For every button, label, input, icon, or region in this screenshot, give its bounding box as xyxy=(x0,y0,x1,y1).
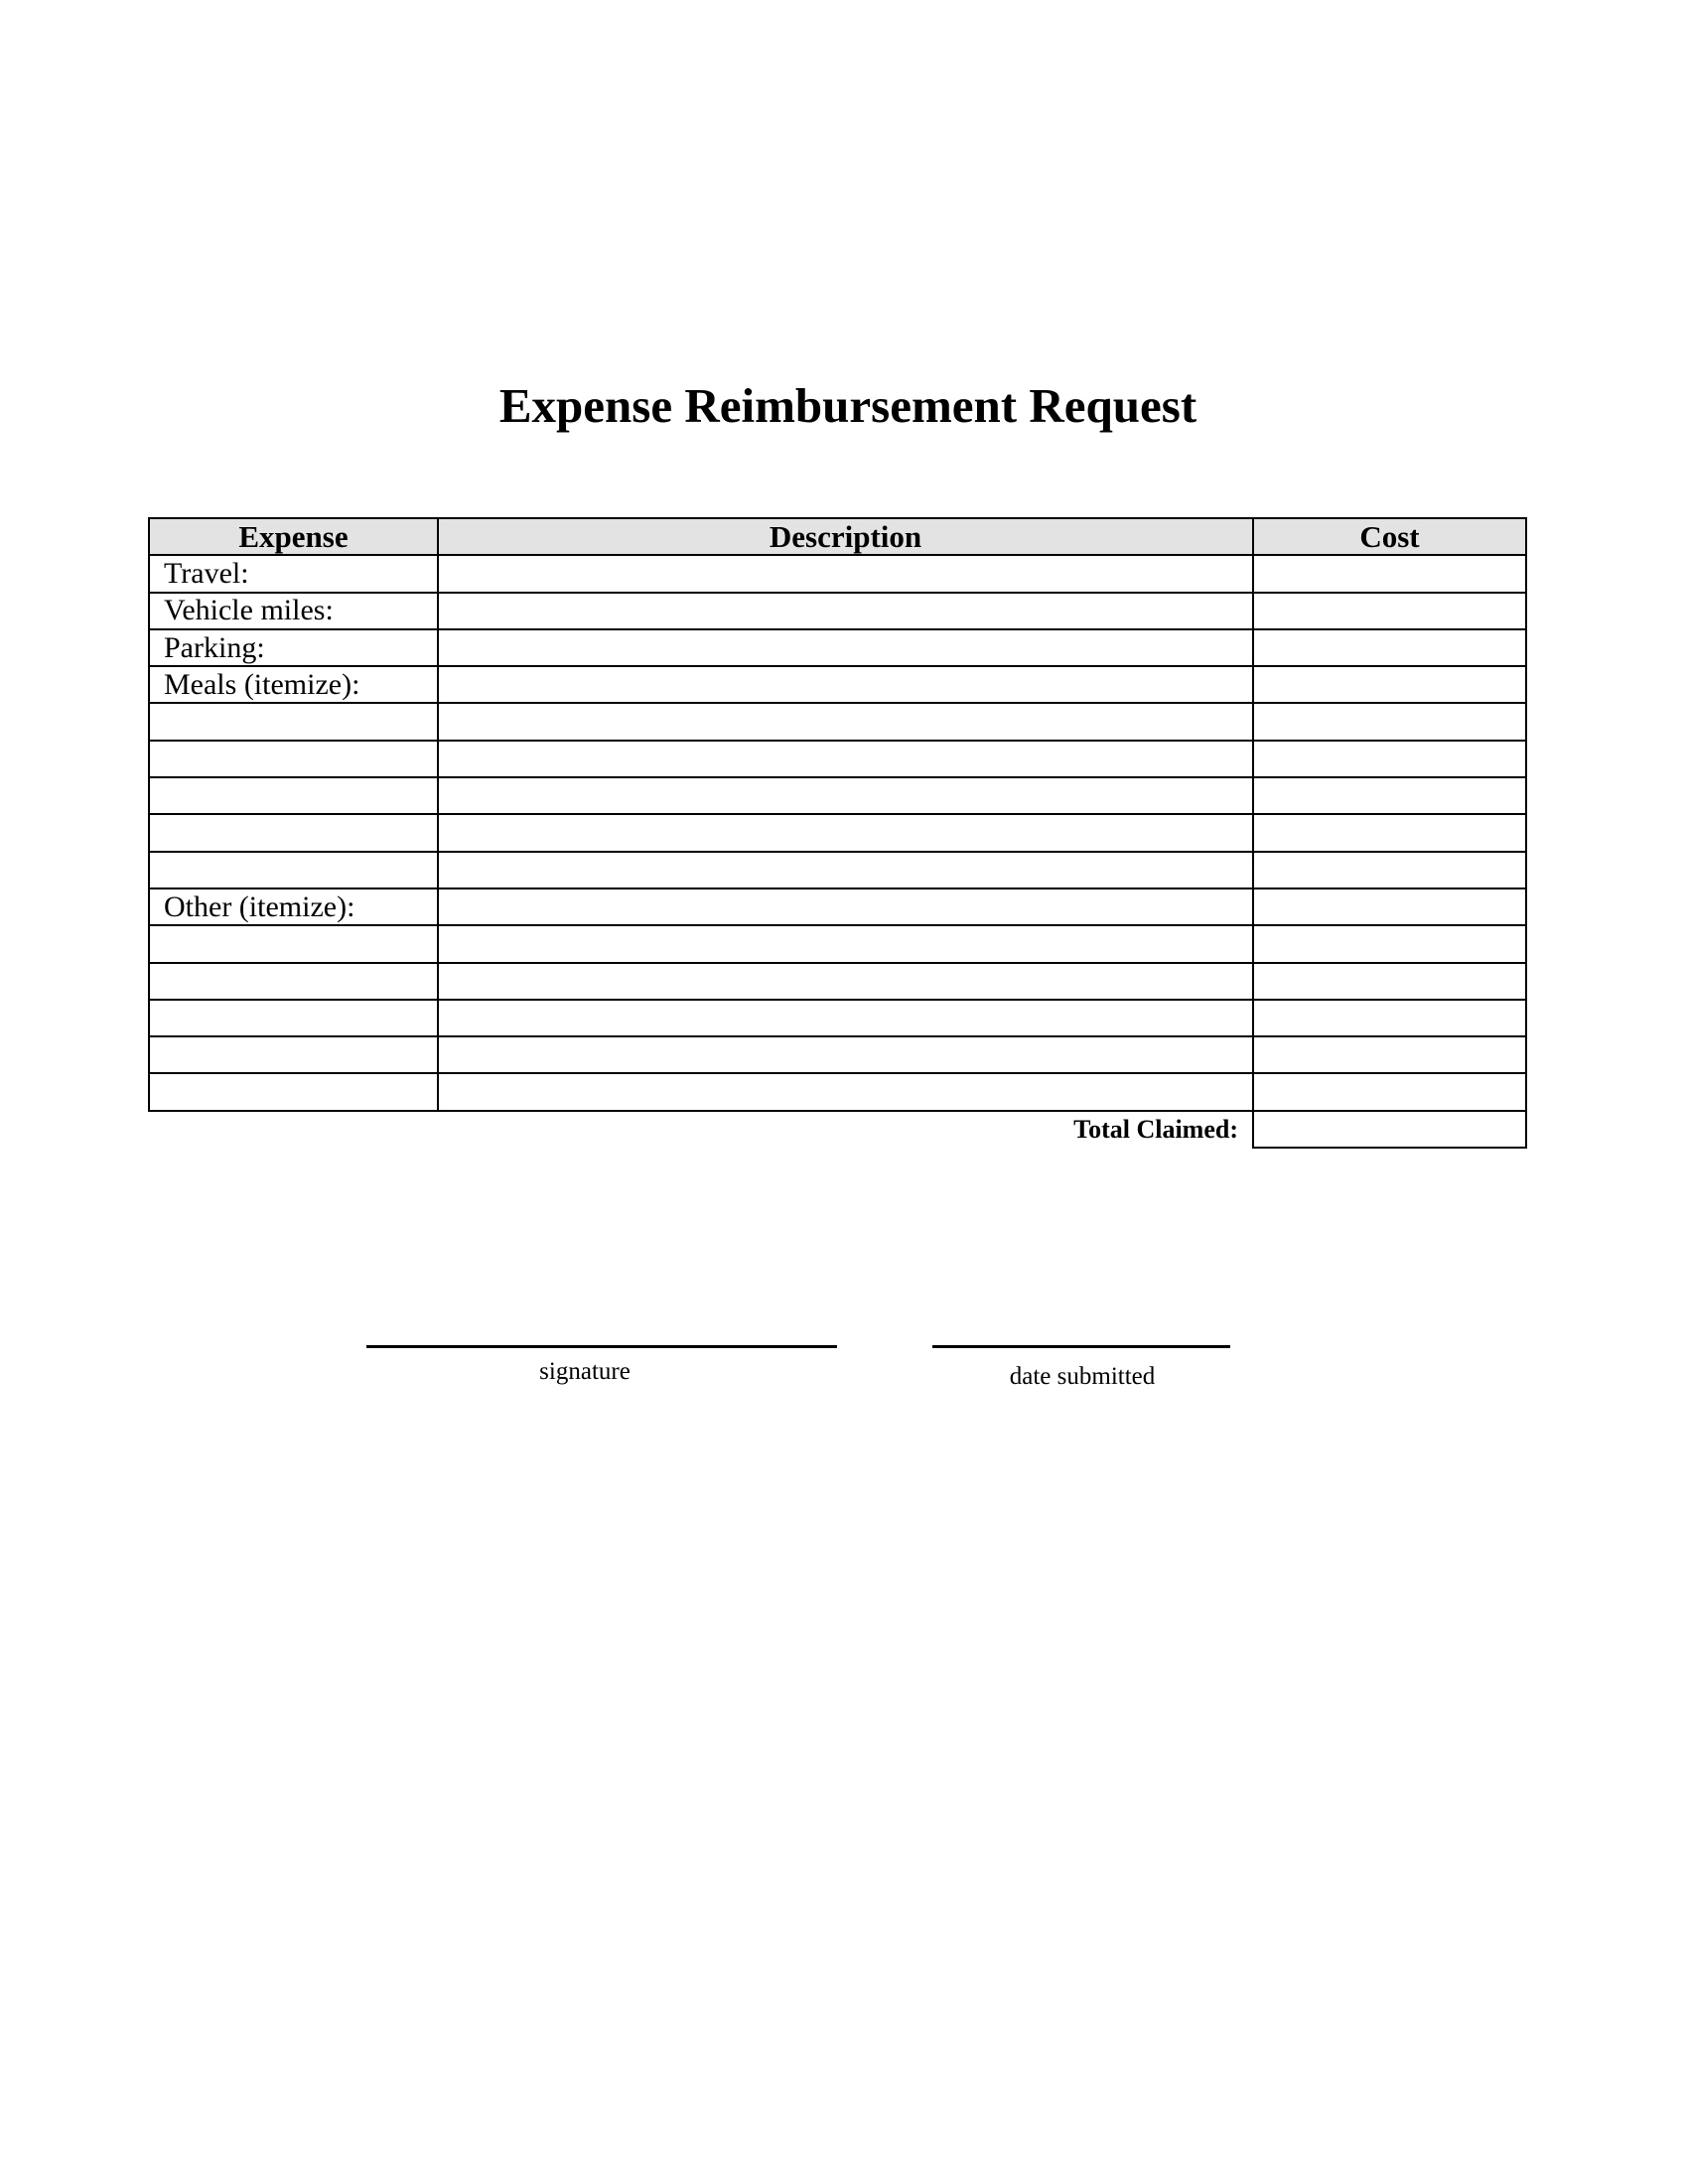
cost-cell[interactable] xyxy=(1253,925,1526,962)
date-label: date submitted xyxy=(1009,1363,1156,1390)
expense-cell[interactable] xyxy=(149,925,438,962)
description-cell[interactable] xyxy=(438,1036,1253,1073)
header-cost: Cost xyxy=(1253,518,1526,555)
expense-table xyxy=(148,517,1527,1149)
description-cell[interactable] xyxy=(438,888,1253,925)
total-label: Total Claimed: xyxy=(1073,1114,1238,1144)
description-cell[interactable] xyxy=(438,777,1253,814)
table-row xyxy=(149,1073,1526,1110)
description-cell[interactable] xyxy=(438,852,1253,888)
expense-cell: Travel: xyxy=(149,555,438,592)
description-cell[interactable] xyxy=(438,666,1253,703)
table-row xyxy=(149,1036,1526,1073)
cost-cell[interactable] xyxy=(1253,777,1526,814)
expense-cell[interactable] xyxy=(149,1073,438,1110)
table-row xyxy=(149,963,1526,1000)
description-cell[interactable] xyxy=(438,1073,1253,1110)
cost-cell[interactable] xyxy=(1253,555,1526,592)
table-row xyxy=(149,593,1526,629)
description-cell[interactable] xyxy=(438,814,1253,851)
expense-cell: Meals (itemize): xyxy=(149,666,438,703)
page-title: Expense Reimbursement Request xyxy=(498,378,1197,433)
table-row xyxy=(149,777,1526,814)
cost-cell[interactable] xyxy=(1253,1073,1526,1110)
table-row xyxy=(149,741,1526,777)
expense-cell[interactable] xyxy=(149,814,438,851)
table-row xyxy=(149,925,1526,962)
table-row xyxy=(149,888,1526,925)
description-cell[interactable] xyxy=(438,555,1253,592)
table-row xyxy=(149,666,1526,703)
description-cell[interactable] xyxy=(438,593,1253,629)
table-row xyxy=(149,852,1526,888)
signature-label: signature xyxy=(539,1358,631,1385)
header-description: Description xyxy=(438,518,1253,555)
cost-cell[interactable] xyxy=(1253,963,1526,1000)
description-cell[interactable] xyxy=(438,703,1253,740)
table-row xyxy=(149,1000,1526,1036)
expense-cell[interactable] xyxy=(149,1036,438,1073)
cost-cell[interactable] xyxy=(1253,741,1526,777)
table-row xyxy=(149,629,1526,666)
expense-cell[interactable] xyxy=(149,963,438,1000)
table-row xyxy=(149,555,1526,592)
cost-cell[interactable] xyxy=(1253,852,1526,888)
cost-cell[interactable] xyxy=(1253,1036,1526,1073)
expense-cell: Vehicle miles: xyxy=(149,593,438,629)
description-cell[interactable] xyxy=(438,1000,1253,1036)
description-cell[interactable] xyxy=(438,741,1253,777)
expense-cell[interactable] xyxy=(149,1000,438,1036)
cost-cell[interactable] xyxy=(1253,703,1526,740)
cost-cell[interactable] xyxy=(1253,593,1526,629)
total-spacer xyxy=(149,1111,438,1148)
description-cell[interactable] xyxy=(438,963,1253,1000)
expense-cell[interactable] xyxy=(149,703,438,740)
expense-cell: Other (itemize): xyxy=(149,888,438,925)
header-expense: Expense xyxy=(149,518,438,555)
cost-cell[interactable] xyxy=(1253,666,1526,703)
cost-cell[interactable] xyxy=(1253,629,1526,666)
table-header-row xyxy=(149,518,1526,555)
signature-line[interactable] xyxy=(366,1345,837,1348)
description-cell[interactable] xyxy=(438,925,1253,962)
expense-cell[interactable] xyxy=(149,741,438,777)
cost-cell[interactable] xyxy=(1253,888,1526,925)
table-row xyxy=(149,814,1526,851)
table-row xyxy=(149,703,1526,740)
cost-cell[interactable] xyxy=(1253,1000,1526,1036)
expense-cell[interactable] xyxy=(149,852,438,888)
cost-cell[interactable] xyxy=(1253,814,1526,851)
total-row xyxy=(149,1111,1526,1148)
expense-cell: Parking: xyxy=(149,629,438,666)
date-line[interactable] xyxy=(932,1345,1230,1348)
description-cell[interactable] xyxy=(438,629,1253,666)
total-value-field[interactable] xyxy=(1253,1111,1526,1148)
expense-cell[interactable] xyxy=(149,777,438,814)
